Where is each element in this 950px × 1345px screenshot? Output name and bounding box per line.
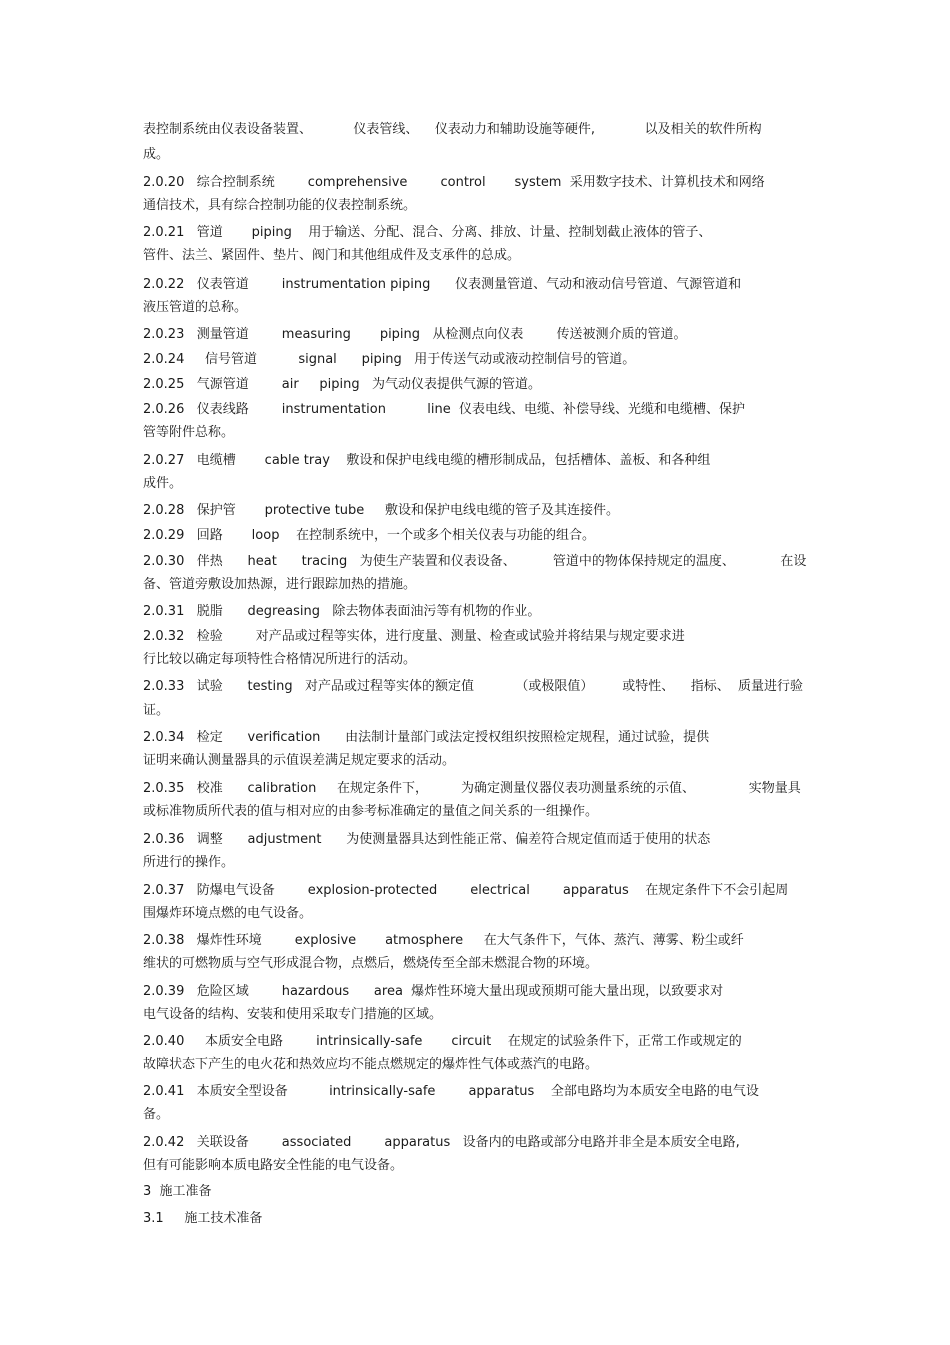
term-line: 2.0.28 保护管 protective tube 敷设和保护电线电缆的管子及其连接件。	[143, 503, 619, 518]
text-line: 证。	[143, 703, 170, 718]
text-line: 成件。	[143, 476, 183, 491]
term-line: 2.0.37 防爆电气设备 explosion-protected electrical apparatus 在规定条件下不会引起周	[143, 883, 789, 898]
term-line: 2.0.26 仪表线路 instrumentation line 仪表电线、电缆、补偿导线、光缆和电缆槽、保护	[143, 402, 746, 417]
text-line: 液压管道的总称。	[143, 300, 248, 315]
term-line: 2.0.35 校准 calibration 在规定条件下， 为确定测量仪器仪表功测量系统的示值、 实物量具	[143, 781, 801, 796]
text-line: 行比较以确定每项特性合格情况所进行的活动。	[143, 652, 417, 667]
text-line: 故障状态下产生的电火花和热效应均不能点燃规定的爆炸性气体或蒸汽的电路。	[143, 1057, 599, 1072]
text-line: 成。	[143, 147, 170, 162]
text-line: 电气设备的结构、安装和使用采取专门措施的区域。	[143, 1007, 443, 1022]
term-line: 2.0.30 伴热 heat tracing 为使生产装置和仪表设备、 管道中的物体保持规定的温度、 在设	[143, 554, 807, 569]
term-line: 2.0.22 仪表管道 instrumentation piping 仪表测量管道、气动和液动信号管道、气源管道和	[143, 277, 742, 292]
text-line: 通信技术，具有综合控制功能的仪表控制系统。	[143, 198, 417, 213]
term-line: 2.0.21 管道 piping 用于输送、分配、混合、分离、排放、计量、控制划截止液体的管子、	[143, 225, 712, 240]
text-line: 但有可能影响本质电路安全性能的电气设备。	[143, 1158, 404, 1173]
text-line: 管件、法兰、紧固件、垫片、阀门和其他组成件及支承件的总成。	[143, 248, 521, 263]
term-line: 2.0.27 电缆槽 cable tray 敷设和保护电线电缆的槽形制成品，包括槽体、盖板、和各种组	[143, 453, 711, 468]
term-line: 2.0.39 危险区域 hazardous area 爆炸性环境大量出现或预期可能大量出现，以致要求对	[143, 984, 724, 999]
text-line: 管等附件总称。	[143, 425, 235, 440]
text-line: 备、管道旁敷设加热源，进行跟踪加热的措施。	[143, 577, 417, 592]
text-line: 备。	[143, 1107, 170, 1122]
term-line: 2.0.36 调整 adjustment 为使测量器具达到性能正常、偏差符合规定值而适于使用的状态	[143, 832, 711, 847]
term-line: 2.0.34 检定 verification 由法制计量部门或法定授权组织按照检定规程，通过试验，提供	[143, 730, 710, 745]
term-line: 2.0.42 关联设备 associated apparatus 设备内的电路或部分电路并非全是本质安全电路,	[143, 1135, 740, 1150]
text-line: 维状的可燃物质与空气形成混合物，点燃后，燃烧传至全部未燃混合物的环境。	[143, 956, 599, 971]
term-line: 2.0.33 试验 testing 对产品或过程等实体的额定值 （或极限值） 或特性、 指标、 质量进行验	[143, 679, 804, 694]
subsection-heading: 3.1 施工技术准备	[143, 1211, 263, 1226]
term-line: 2.0.25 气源管道 air piping 为气动仪表提供气源的管道。	[143, 377, 542, 392]
text-line: 所进行的操作。	[143, 855, 235, 870]
term-line: 2.0.23 测量管道 measuring piping 从检测点向仪表 传送被测介质的管道。	[143, 327, 687, 342]
term-line: 2.0.29 回路 loop 在控制系统中，一个或多个相关仪表与功能的组合。	[143, 528, 595, 543]
term-line: 2.0.40 本质安全电路 intrinsically-safe circuit 在规定的试验条件下，正常工作或规定的	[143, 1034, 742, 1049]
text-line: 表控制系统由仪表设备装置、 仪表管线、 仪表动力和辅助设施等硬件, 以及相关的软件所构	[143, 122, 762, 137]
section-heading: 3 施工准备	[143, 1184, 212, 1199]
term-line: 2.0.24 信号管道 signal piping 用于传送气动或液动控制信号的管道。	[143, 352, 636, 367]
text-line: 围爆炸环境点燃的电气设备。	[143, 906, 313, 921]
term-line: 2.0.20 综合控制系统 comprehensive control system 采用数字技术、计算机技术和网络	[143, 175, 765, 190]
text-line: 或标准物质所代表的值与相对应的由参考标准确定的量值之间关系的一组操作。	[143, 804, 599, 819]
text-line: 证明来确认测量器具的示值误差满足规定要求的活动。	[143, 753, 456, 768]
term-line: 2.0.38 爆炸性环境 explosive atmosphere 在大气条件下，气体、蒸汽、薄雾、粉尘或纤	[143, 933, 744, 948]
term-line: 2.0.31 脱脂 degreasing 除去物体表面油污等有机物的作业。	[143, 604, 541, 619]
term-line: 2.0.41 本质安全型设备 intrinsically-safe apparatus 全部电路均为本质安全电路的电气设	[143, 1084, 759, 1099]
term-line: 2.0.32 检验 对产品或过程等实体，进行度量、测量、检查或试验并将结果与规定要求进	[143, 629, 685, 644]
